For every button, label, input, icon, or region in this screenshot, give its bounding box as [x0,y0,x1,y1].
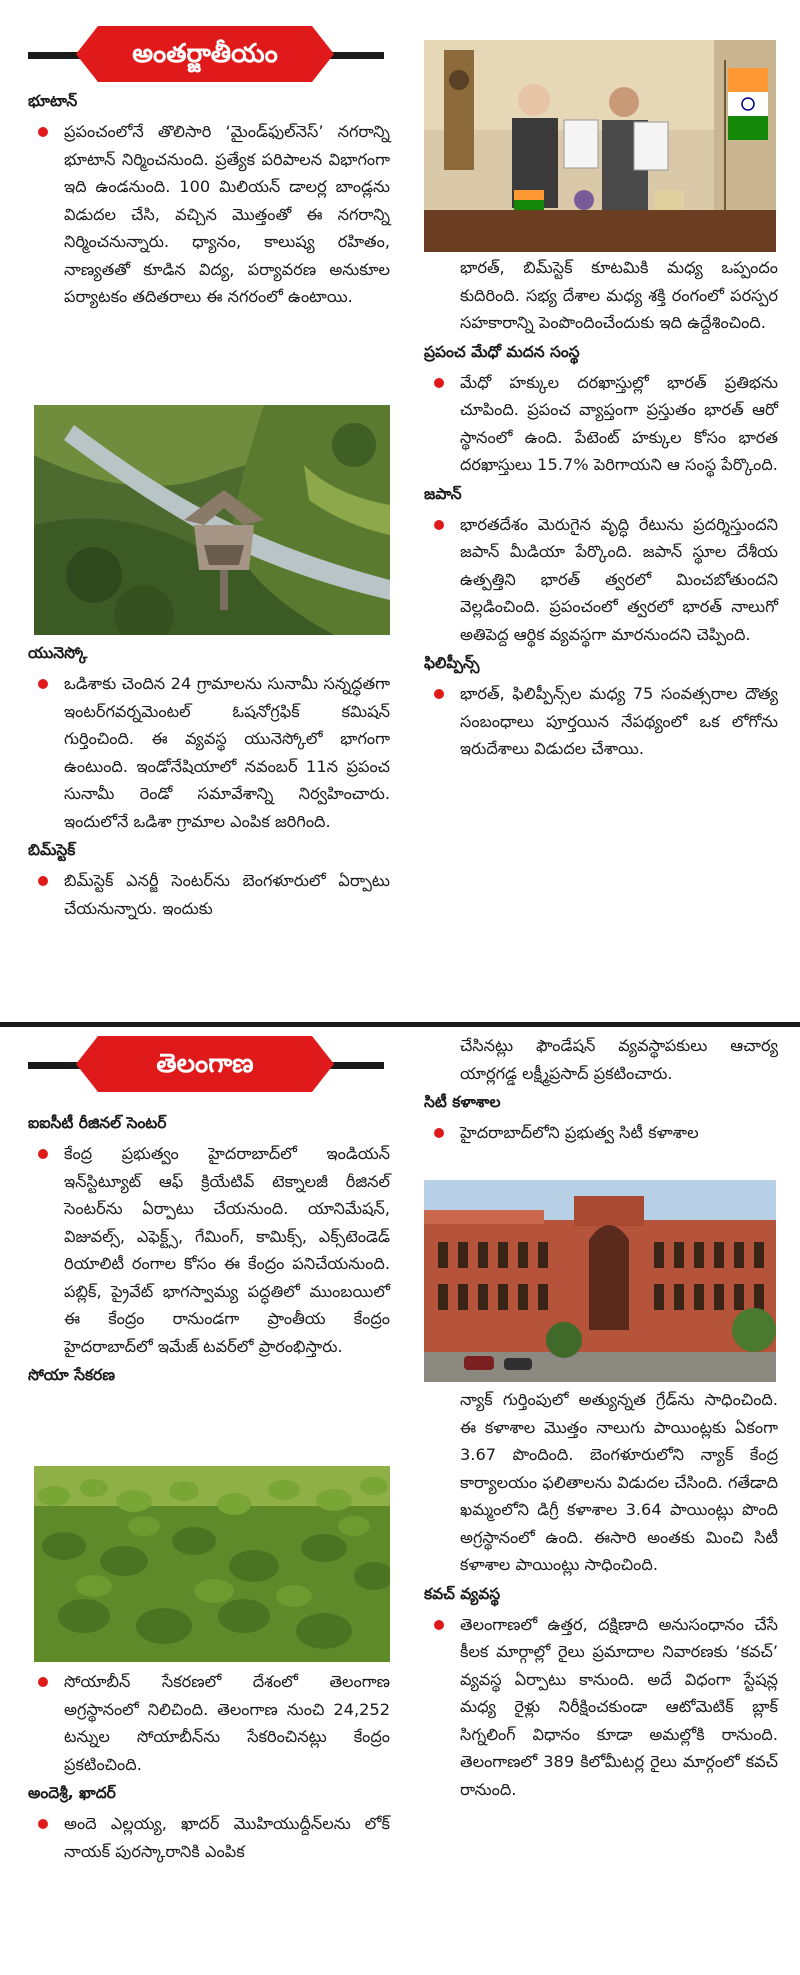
international-banner [28,26,384,82]
wipo-heading: ప్రపంచ మేధో మదన సంస్థ [424,342,580,361]
kavach-article [424,1611,778,1804]
international-left-column-lower [28,638,390,922]
japan-article [424,511,778,649]
telangana-banner-label: తెలంగాణ [98,1036,312,1092]
city-college-heading: సిటీ కళాశాల [424,1093,501,1111]
wipo-text: మేధో హక్కుల దరఖాస్తుల్లో భారత్ ప్రతిభను చూపింది. ప్రపంచ వ్యాప్తంగా ప్రస్తుతం భారత్ ఆరో స్థానంలో ఉంది. పేటెంట్ హక్కుల కోసం భారత దరఖాస్తులు 15.7% పెరిగాయని ఆ సంస్థ పేర్కొంది. [460,372,778,474]
bullet-icon [38,127,48,137]
bullet-icon [434,1620,444,1630]
wipo-article [424,369,778,479]
bimstec-text: బిమ్‌స్టెక్ ఎనర్జీ సెంటర్‌ను బెంగళూరులో ఏర్పాటు చేయనున్నారు. ఇందుకు [64,871,390,918]
bullet-icon [38,679,48,689]
bullet-icon [434,1128,444,1138]
bhutan-heading: భూటాన్ [28,92,78,110]
international-left-column [28,86,390,311]
unesco-text: ఒడిశాకు చెందిన 24 గ్రామాలను సునామీ సన్నద్ధతగా ఇంటర్‌గవర్నమెంటల్ ఓషనోగ్రఫిక్ కమిషన్ గుర్తించింది. ఈ వ్యవస్థ యునెస్కోలో భాగంగా ఉంటుంది. ఇండోనేషియాలో నవంబర్ 11న ప్రపంచ సునామీ రెండో సమావేశాన్ని నిర్వహించారు. ఇందులోనే ఒడిశా గ్రామాల ఎంపిక జరిగింది. [64,674,390,831]
international-banner-label: అంతర్జాతీయం [98,26,312,82]
city-college-article [424,1119,778,1147]
bhutan-city-image [34,405,390,635]
city-college-image [424,1180,776,1382]
kavach-text: తెలంగాణలో ఉత్తర, దక్షిణాది అనుసంధానం చేసే కీలక మార్గాల్లో రైలు ప్రమాదాల నివారణకు ‘కవచ్’ వ్యవస్థ ఏర్పాటు కానుంది. అదే విధంగా స్టేషన్ల మధ్య రైళ్లు నిరీక్షించకుండా ఆటోమెటిక్ బ్లాక్ సిగ్నలింగ్ విధానం కూడా అమల్లోకి రానుంది. తెలంగాణలో 389 కిలోమీటర్ల రైలు మార్గంలో కవచ్ రానుంది. [460,1614,778,1799]
telangana-right-column [424,1032,778,1147]
bullet-icon [38,1677,48,1687]
ande-article [28,1810,390,1865]
bullet-icon [38,1149,48,1159]
japan-heading: జపాన్ [424,484,462,503]
bullet-icon [38,876,48,886]
bhutan-text: ప్రపంచంలోనే తొలిసారి ‘మైండ్‌ఫుల్‌నెస్’ నగరాన్ని భూటాన్ నిర్మించనుంది. ప్రత్యేక పరిపాలన విభాగంగా ఇది ఉండనుంది. 100 మిలియన్ డాలర్ల బాండ్లను విడుదల చేసి, వచ్చిన మొత్తంతో ఈ నగరాన్ని నిర్మించనున్నారు. ధ్యానం, కాలుష్య రహితం, నాణ్యతతో కూడిన విద్య, పర్యావరణ అనుకూల పర్యాటకం తదితరాలు ఈ నగరంలో ఉంటాయి. [64,122,390,306]
philippines-article [424,680,778,763]
telangana-left-column-lower [28,1668,390,1865]
international-right-column [424,254,778,763]
soya-article [28,1668,390,1778]
bimstec-article [28,867,390,922]
bullet-icon [38,1819,48,1829]
telangana-right-column-lower [424,1386,778,1803]
unesco-heading: యునెస్కో [28,644,88,662]
unesco-article [28,670,390,835]
city-college-text: హైదరాబాద్‌లోని ప్రభుత్వ సిటీ కళాశాల [460,1123,699,1142]
bimstec-continued-text: భారత్, బిమ్‌స్టెక్ కూటమికి మధ్య ఒప్పందం కుదిరింది. సభ్య దేశాల మధ్య శక్తి రంగంలో పరస్పర సహకారాన్ని పెంపొందించేందుకు ఇది ఉద్దేశించింది. [460,258,778,332]
soybean-field-image [34,1466,390,1662]
japan-text: భారతదేశం మెరుగైన వృద్ధి రేటును ప్రదర్శిస్తుందని జపాన్ మీడియా పేర్కొంది. జపాన్ స్థూల దేశీయ ఉత్పత్తిని భారత్ త్వరలో మించబోతుందని వెల్లడించింది. ప్రపంచంలో త్వరలో భారత్ నాలుగో అతిపెద్ద ఆర్థిక వ్యవస్థగా మారనుందని చెప్పింది. [460,514,778,644]
ande-text: అందె ఎల్లయ్య, ఖాదర్ మొహియుద్దీన్‌లను లోక్ నాయక్ పురస్కారానికి ఎంపిక [64,1814,390,1861]
philippines-heading: ఫిలిప్పీన్స్ [424,654,480,672]
bhutan-article [28,118,390,311]
city-college-continued-text: న్యాక్ గుర్తింపులో అత్యున్నత గ్రేడ్‌ను సాధించింది. ఈ కళాశాల మొత్తం నాలుగు పాయింట్లకు ఏకంగా 3.67 పొందింది. బెంగళూరులోని న్యాక్ కేంద్ర కార్యాలయం ఫలితాలను విడుదల చేసింది. గతేడాది ఖమ్మంలోని డిగ్రీ కళాశాల 3.64 పాయింట్లు పొంది అగ్రస్థానంలో ఉంది. ఈసారి అంతకు మించి సిటీ కళాశాల పాయింట్లు సాధించింది. [460,1390,778,1574]
ande-continued-text: చేసినట్లు ఫౌండేషన్ వ్యవస్థాపకులు ఆచార్య యార్లగడ్డ లక్ష్మీప్రసాద్ ప్రకటించారు. [460,1036,778,1083]
bimstec-heading: బిమ్‌స్టెక్ [28,841,76,859]
telangana-left-column [28,1108,390,1392]
telangana-section [0,1022,800,1975]
bullet-icon [434,378,444,388]
bullet-icon [434,689,444,699]
iict-text: కేంద్ర ప్రభుత్వం హైదరాబాద్‌లో ఇండియన్ ఇన్‌స్టిట్యూట్ ఆఫ్ క్రియేటివ్ టెక్నాలజీ రీజినల్ సెంటర్‌ను ఏర్పాటు చేయనుంది. యానిమేషన్, విజువల్స్, ఎఫెక్ట్స్, గేమింగ్, కామిక్స్, ఎక్స్‌టెండెడ్ రియాలిటీ రంగాల కోసం ఈ కేంద్రం పనిచేయనుంది. పబ్లిక్, ప్రైవేట్ భాగస్వామ్య పద్ధతిలో ముంబయిలో ఈ కేంద్రం రానుండగా ప్రాంతీయ కేంద్రం హైదరాబాద్‌లో ఇమేజ్ టవర్‌లో ప్రారంభిస్తారు. [64,1144,390,1356]
kavach-heading: కవచ్ వ్యవస్థ [424,1584,501,1603]
soya-heading: సోయా సేకరణ [28,1366,116,1384]
iict-heading: ఐఐసీటీ రీజినల్ సెంటర్ [28,1114,167,1132]
philippines-text: భారత్, ఫిలిప్పీన్స్‌ల మధ్య 75 సంవత్సరాల దౌత్య సంబంధాలు పూర్తయిన నేపథ్యంలో ఒక లోగోను ఇరుదేశాలు విడుదల చేశాయి. [460,684,778,758]
iict-article [28,1140,390,1360]
soya-text: సోయాబీన్ సేకరణలో దేశంలో తెలంగాణ అగ్రస్థానంలో నిలిచింది. తెలంగాణ నుంచి 24,252 టన్నుల సోయాబీన్‌ను సేకరించినట్లు కేంద్రం ప్రకటించింది. [64,1672,390,1774]
ande-heading: అందెశ్రీ, ఖాదర్ [28,1784,116,1802]
telangana-banner [28,1036,384,1092]
bimstec-agreement-photo [424,40,776,252]
bullet-icon [434,520,444,530]
